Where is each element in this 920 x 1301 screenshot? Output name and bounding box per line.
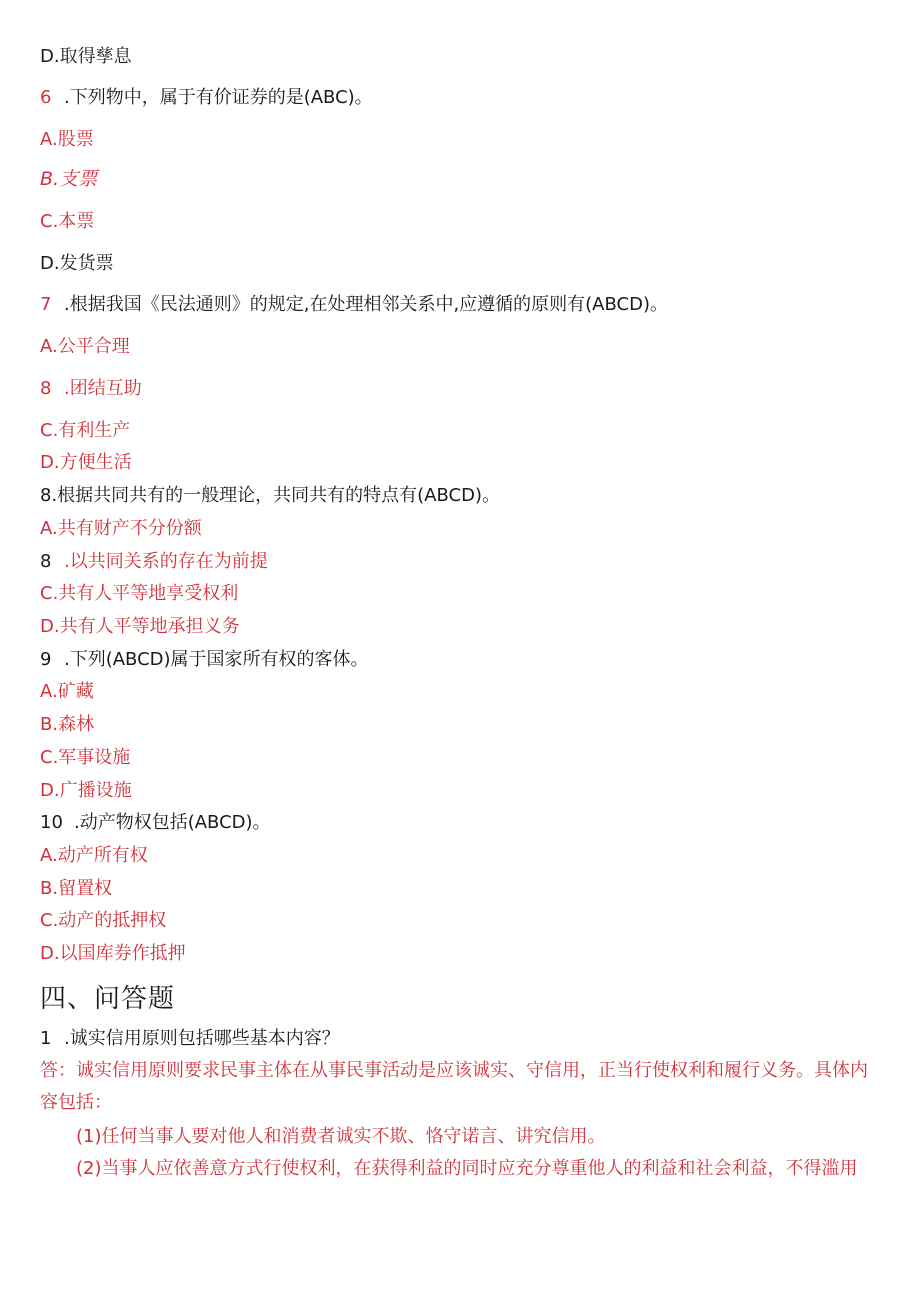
option-number: 8	[40, 378, 52, 399]
option-a: A.动产所有权	[40, 845, 148, 866]
question-text: .下列物中，属于有价证券的是(ABC)。	[64, 87, 373, 108]
essay-question-1	[40, 1027, 340, 1051]
option-b	[40, 550, 268, 574]
section-heading: 四、问答题	[40, 984, 176, 1014]
option-c: C.本票	[40, 211, 95, 232]
option-number: 8	[40, 551, 52, 572]
answer-paragraph: 答：诚实信用原则要求民事主体在从事民事活动是应该诚实、守信用，正当行使权利和履行义务。具体内容包括：	[40, 1060, 868, 1113]
option-a: A.共有财产不分份额	[40, 518, 202, 539]
option-d: D.以国库券作抵押	[40, 943, 186, 964]
option-text: .团结互助	[64, 378, 142, 399]
question-10	[40, 811, 271, 835]
option-d-text: D.取得孳息	[40, 46, 132, 67]
option-text: .以共同关系的存在为前提	[64, 551, 268, 572]
option-d: D.方便生活	[40, 452, 132, 473]
question-number: 10	[40, 812, 63, 833]
question-6	[40, 86, 373, 110]
answer-point-2: (2)当事人应依善意方式行使权利，在获得利益的同时应充分尊重他人的利益和社会利益，不得滥用	[76, 1158, 858, 1179]
option-b: B.留置权	[40, 878, 113, 899]
option-d: D.共有人平等地承担义务	[40, 616, 240, 637]
question-number: 9	[40, 649, 52, 670]
question-number: 7	[40, 294, 52, 315]
option-b: B.森林	[40, 714, 95, 735]
option-d: D.发货票	[40, 253, 114, 274]
option-c: C.共有人平等地享受权利	[40, 583, 239, 604]
option-c: C.有利生产	[40, 420, 131, 441]
option-b: B.支票	[40, 168, 98, 190]
question-number: 6	[40, 87, 52, 108]
question-text: .下列(ABCD)属于国家所有权的客体。	[64, 649, 369, 670]
option-d: D.广播设施	[40, 780, 132, 801]
option-c: C.动产的抵押权	[40, 910, 167, 931]
question-9	[40, 648, 369, 672]
option-a: A.股票	[40, 129, 94, 150]
option-a: A.矿藏	[40, 681, 94, 702]
question-text: .动产物权包括(ABCD)。	[74, 812, 271, 833]
question-text: .诚实信用原则包括哪些基本内容？	[64, 1028, 340, 1049]
question-8: 8.根据共同共有的一般理论，共同共有的特点有(ABCD)。	[40, 485, 500, 506]
question-number: 1	[40, 1028, 52, 1049]
option-c: C.军事设施	[40, 747, 131, 768]
answer-point-1: (1)任何当事人要对他人和消费者诚实不欺、恪守诺言、讲究信用。	[76, 1126, 606, 1147]
question-7	[40, 293, 668, 317]
option-b	[40, 377, 142, 401]
question-text: .根据我国《民法通则》的规定,在处理相邻关系中,应遵循的原则有(ABCD)。	[64, 294, 668, 315]
option-a: A.公平合理	[40, 336, 130, 357]
